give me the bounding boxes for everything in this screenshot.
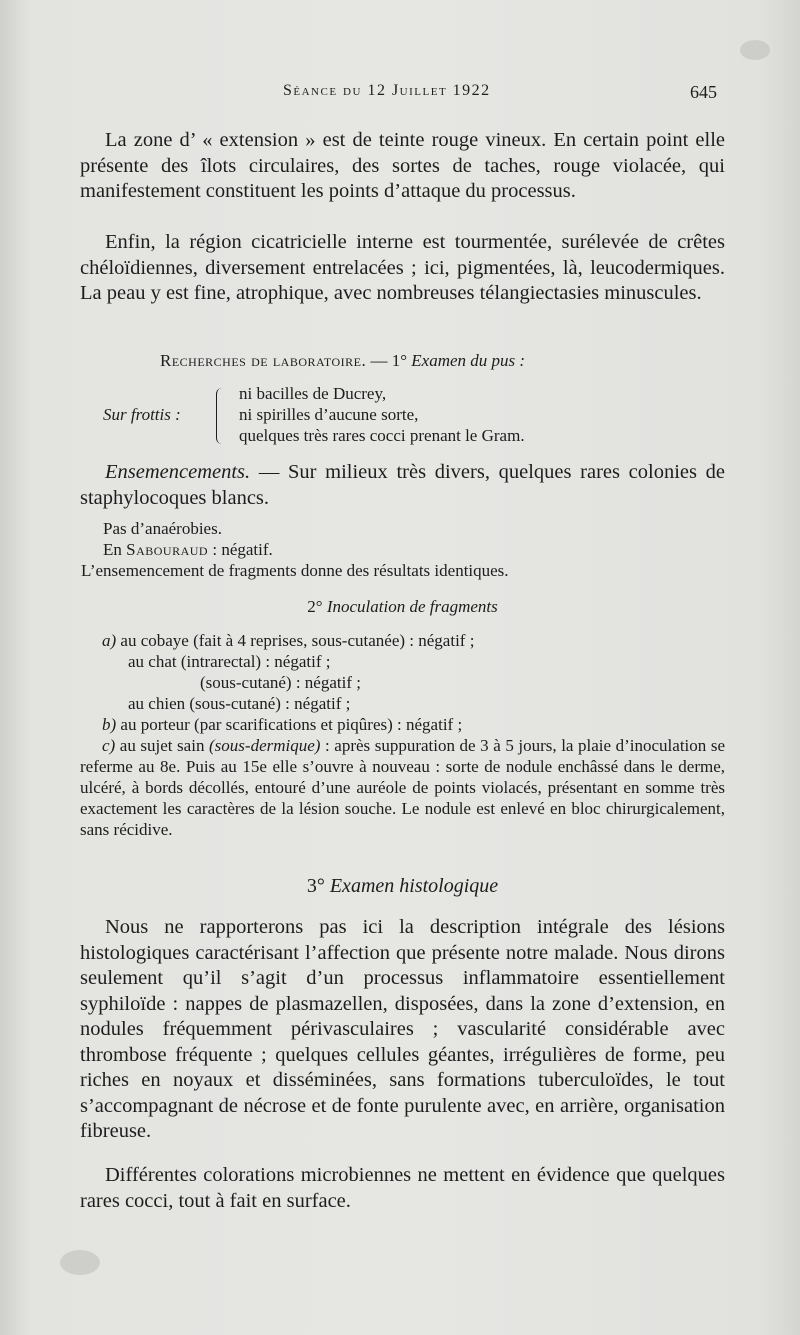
paragraph-text: Enfin, la région cicatricielle interne est tourmentée, surélevée de crêtes chéloïdiennes, diversement entrelacées ; ici, pigmentées, là, leucodermiques. La peau y est fine, atrophique, avec nombreuses télangiectasies minuscules. bbox=[80, 231, 725, 304]
paragraph-text: La zone d’ « extension » est de teinte rouge vineux. En certain point elle présente des îlots circulaires, des sortes de taches, rouge violacée, qui manifestement constituent les points d’attaque du processus. bbox=[80, 129, 725, 202]
paragraph-cicatricial bbox=[80, 230, 725, 307]
culture-line: Pas d’anaérobies. bbox=[103, 519, 222, 538]
running-header bbox=[0, 82, 800, 106]
histology-stains-paragraph bbox=[80, 1163, 725, 1214]
item-c-prefix: au sujet sain bbox=[119, 736, 210, 755]
item-a-label: a) bbox=[102, 631, 117, 650]
lab-heading-dash: — bbox=[366, 351, 392, 370]
smear-item: ni spirilles d’aucune sorte, bbox=[239, 405, 419, 424]
inoculation-list bbox=[80, 630, 725, 840]
smear-items bbox=[239, 383, 525, 446]
item-c-text: : après suppuration de 3 à 5 jours, la plaie d’inoculation se referme au 8e. Puis au 15e elle s’ouvre à nouveau : sorte de nodule enchâssé dans le derme, ulcéré, à bords décollés, entouré d’une auréole de points violacés, présentant en somme très exactement les caractères de la lésion souche. Le nodule est enlevé en bloc chirurgicalement, sans récidive. bbox=[80, 736, 725, 839]
paper-stain bbox=[740, 40, 770, 60]
item-a-line: au chien (sous-cutané) : négatif ; bbox=[128, 694, 351, 713]
ensemencements-paragraph bbox=[80, 460, 725, 511]
smear-results bbox=[103, 383, 623, 453]
item-a-line: (sous-cutané) : négatif ; bbox=[200, 673, 361, 692]
smear-label: Sur frottis : bbox=[103, 405, 181, 424]
paper-stain bbox=[60, 1250, 100, 1275]
histology-stains-text: Différentes colorations microbiennes ne mettent en évidence que quelques rares cocci, tout à fait en surface. bbox=[80, 1164, 725, 1212]
inoculation-title: Inoculation de fragments bbox=[326, 597, 498, 616]
lab-subheading: Examen du pus : bbox=[411, 351, 526, 370]
item-c-label: c) bbox=[102, 736, 116, 755]
histology-title: Examen histologique bbox=[329, 875, 499, 897]
culture-line: L’ensemencement de fragments donne des résultats identiques. bbox=[81, 561, 509, 580]
page-number: 645 bbox=[690, 82, 717, 102]
histology-heading bbox=[80, 875, 725, 898]
culture-lines bbox=[81, 518, 723, 581]
lab-heading-number: 1° bbox=[391, 351, 412, 370]
smear-item: ni bacilles de Ducrey, bbox=[239, 384, 387, 403]
item-b-text: au porteur (par scarifications et piqûres) : négatif ; bbox=[120, 715, 463, 734]
inoculation-number: 2° bbox=[307, 597, 327, 616]
item-a-line: au chat (intrarectal) : négatif ; bbox=[128, 652, 331, 671]
ensemencements-label: Ensemencements. bbox=[105, 461, 251, 483]
item-c-italic: (sous-dermique) bbox=[209, 736, 321, 755]
inoculation-heading bbox=[80, 597, 725, 617]
histology-text: Nous ne rapporterons pas ici la description intégrale des lésions histologiques caractérisant l’affection que présente notre malade. Nous dirons seulement qu’il s’agit d’un processus inflammatoire essentiellement syphiloïde : nappes de plasmazellen, disposées, dans la zone d’extension, en nodules fréquemment périvasculaires ; vascularité considérable avec thrombose fréquente ; quelques cellules géantes, irrégulières de forme, peu riches en noyaux et disséminées, sans formations tuberculoïdes, le tout s’accompagnant de nécrose et de fonte purulente avec, en arrière, organisation fibreuse. bbox=[80, 916, 725, 1142]
lab-heading-title: Recherches de laboratoire. bbox=[160, 351, 367, 370]
smear-item: quelques très rares cocci prenant le Gram. bbox=[239, 426, 525, 445]
item-a-line: au cobaye (fait à 4 reprises, sous-cutanée) : négatif ; bbox=[120, 631, 475, 650]
histology-number: 3° bbox=[306, 875, 330, 897]
lab-heading bbox=[160, 351, 720, 371]
culture-line: En Sabouraud : négatif. bbox=[103, 540, 273, 559]
paragraph-extension bbox=[80, 128, 725, 205]
ensemencements-text: — Sur milieux très divers, quelques rares colonies de staphylocoques blancs. bbox=[80, 461, 725, 509]
item-b-label: b) bbox=[102, 715, 117, 734]
item-c-paragraph bbox=[80, 735, 725, 840]
histology-paragraph bbox=[80, 915, 725, 1145]
brace-icon bbox=[216, 388, 223, 444]
header-title: Séance du 12 Juillet 1922 bbox=[283, 82, 491, 99]
